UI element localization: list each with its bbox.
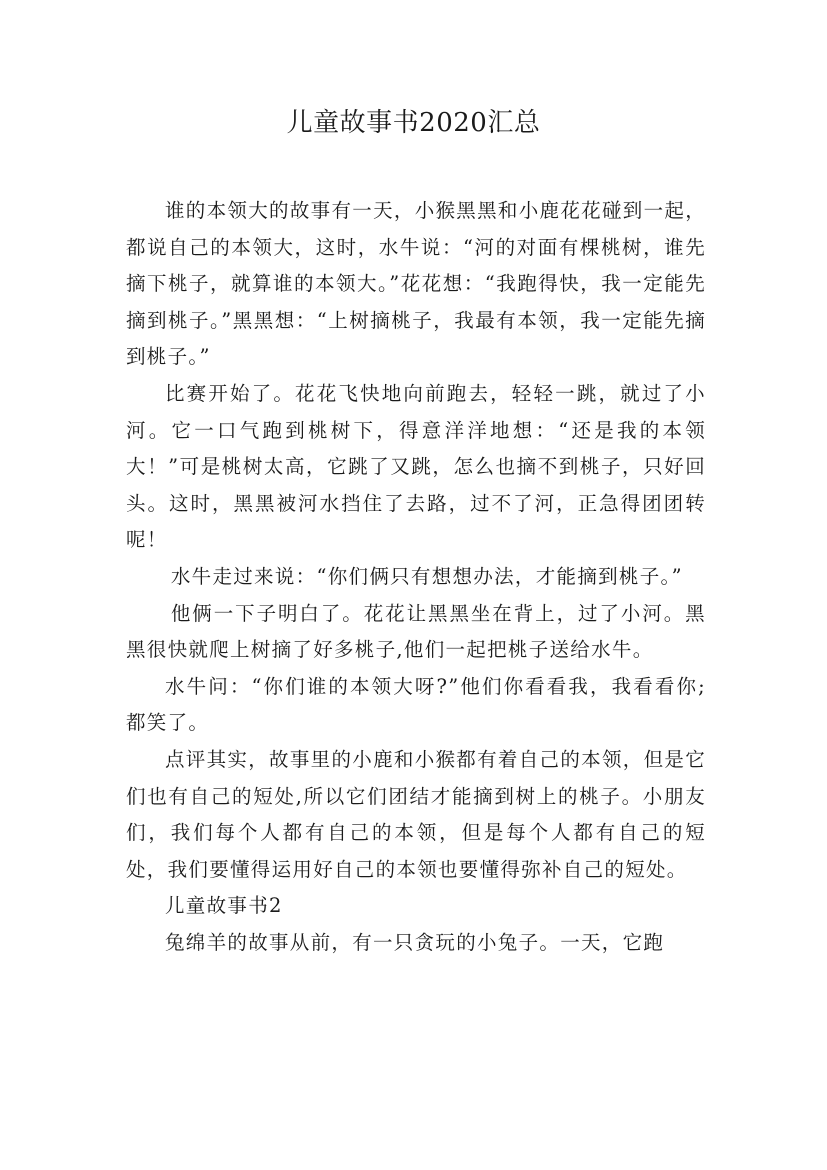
paragraph: 水牛问：“你们谁的本领大呀?”他们你看看我，我看看你;都笑了。 <box>126 674 706 735</box>
paragraph: 点评其实，故事里的小鹿和小猴都有着自己的本领，但是它们也有自己的短处,所以它们团结才能摘到树上的桃子。小朋友们，我们每个人都有自己的本领，但是每个人都有自己的短处，我们要懂得运用好自己的本领也要懂得弥补自己的短处。 <box>126 747 706 881</box>
paragraph: 谁的本领大的故事有一天，小猴黑黑和小鹿花花碰到一起，都说自己的本领大，这时，水牛说：“河的对面有棵桃树，谁先摘下桃子，就算谁的本领大。”花花想：“我跑得快，我一定能先摘到桃子。”黑黑想：“上树摘桃子，我最有本领，我一定能先摘到桃子。” <box>126 199 706 369</box>
paragraph: 比赛开始了。花花飞快地向前跑去，轻轻一跳，就过了小河。它一口气跑到桃树下，得意洋洋地想：“还是我的本领大！”可是桃树太高，它跳了又跳，怎么也摘不到桃子，只好回头。这时，黑黑被河水挡住了去路，过不了河，正急得团团转呢！ <box>126 381 706 552</box>
paragraph: 他俩一下子明白了。花花让黑黑坐在背上，过了小河。黑黑很快就爬上树摘了好多桃子,他们一起把桃子送给水牛。 <box>126 601 706 662</box>
document-body <box>126 193 706 961</box>
section-heading: 儿童故事书2 <box>165 894 283 918</box>
paragraph: 兔绵羊的故事从前，有一只贪玩的小兔子。一天，它跑 <box>165 930 665 954</box>
paragraph: 水牛走过来说：“你们俩只有想想办法，才能摘到桃子。” <box>170 564 683 588</box>
document-title: 儿童故事书2020汇总 <box>286 108 541 138</box>
